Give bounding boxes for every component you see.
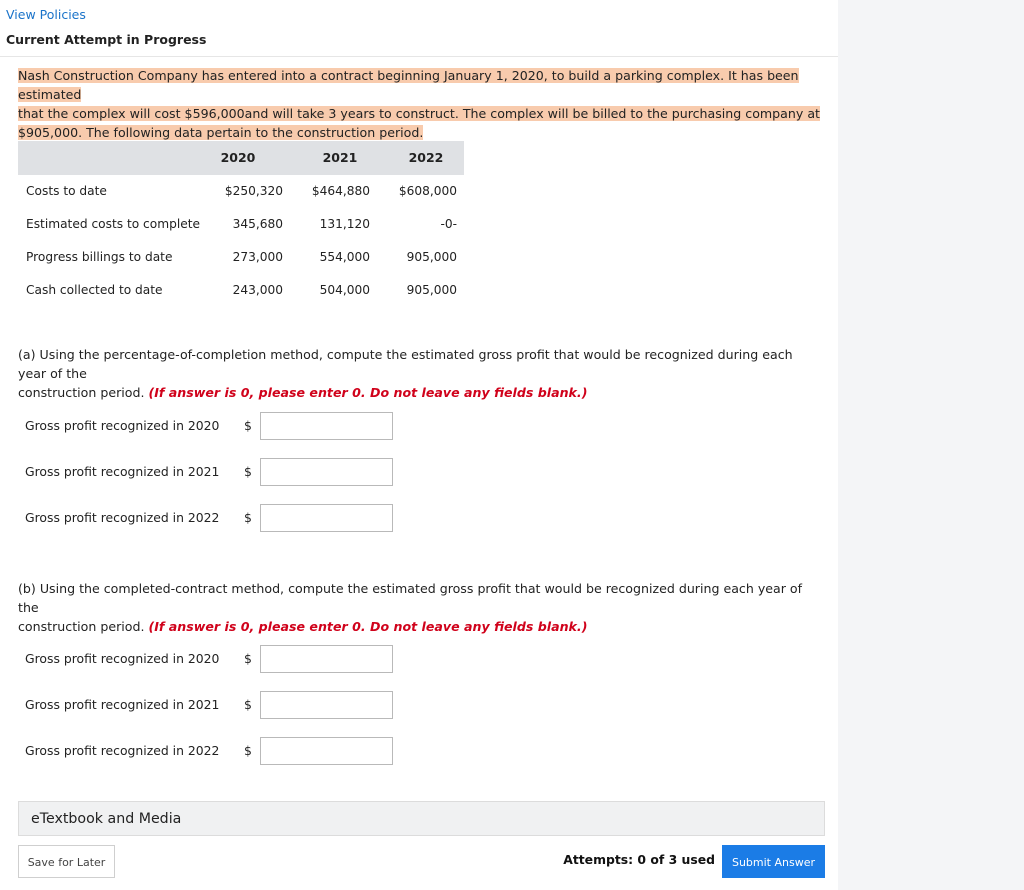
attempts-counter: Attempts: 0 of 3 used: [563, 852, 715, 867]
construction-data-table: [18, 141, 464, 307]
cell-2022: 905,000: [406, 283, 457, 297]
save-for-later-button[interactable]: Save for Later: [18, 845, 115, 878]
year-header-2021: 2021: [322, 150, 358, 165]
etextbook-media-label: eTextbook and Media: [31, 811, 182, 827]
answer-label: Gross profit recognized in 2020: [25, 651, 220, 666]
answer-label: Gross profit recognized in 2020: [25, 418, 220, 433]
attempt-title: Current Attempt in Progress: [6, 32, 207, 47]
problem-statement: [18, 66, 823, 142]
etextbook-media-section[interactable]: [18, 801, 825, 836]
row-label: Cash collected to date: [26, 283, 163, 297]
answer-label: Gross profit recognized in 2021: [25, 464, 220, 479]
cell-2021: 554,000: [319, 250, 370, 264]
cell-2020: 345,680: [232, 217, 283, 231]
part-b-gross-profit-2021-input[interactable]: [260, 691, 393, 719]
part-a-prompt: [18, 345, 823, 402]
cell-2022: $608,000: [398, 184, 457, 198]
currency-symbol: $: [244, 510, 252, 525]
row-label: Estimated costs to complete: [26, 217, 200, 231]
cell-2021: 504,000: [319, 283, 370, 297]
part-a-answer-row-2021: [25, 458, 395, 486]
row-label: Costs to date: [26, 184, 107, 198]
part-a-answer-row-2020: [25, 412, 395, 440]
answer-label: Gross profit recognized in 2021: [25, 697, 220, 712]
cell-2022: 905,000: [406, 250, 457, 264]
problem-line-2: that the complex will cost $596,000and will take 3 years to construct. The complex will be billed to the purchasing company at: [18, 106, 820, 121]
currency-symbol: $: [244, 418, 252, 433]
cell-2021: $464,880: [311, 184, 370, 198]
table-row: [18, 208, 464, 241]
part-b-prompt-line-2: construction period.: [18, 619, 145, 634]
cell-2020: 243,000: [232, 283, 283, 297]
part-a-gross-profit-2020-input[interactable]: [260, 412, 393, 440]
currency-symbol: $: [244, 464, 252, 479]
part-a-gross-profit-2022-input[interactable]: [260, 504, 393, 532]
currency-symbol: $: [244, 651, 252, 666]
problem-line-3: $905,000. The following data pertain to the construction period.: [18, 125, 424, 140]
part-b-answer-row-2021: [25, 691, 395, 719]
part-b-gross-profit-2020-input[interactable]: [260, 645, 393, 673]
part-b-gross-profit-2022-input[interactable]: [260, 737, 393, 765]
part-a-gross-profit-2021-input[interactable]: [260, 458, 393, 486]
answer-label: Gross profit recognized in 2022: [25, 743, 220, 758]
part-a-prompt-line-2: construction period.: [18, 385, 145, 400]
table-row: [18, 274, 464, 307]
part-b-answer-row-2020: [25, 645, 395, 673]
part-a-prompt-line-1: (a) Using the percentage-of-completion method, compute the estimated gross profit that would be recognized during each year of the: [18, 347, 793, 381]
currency-symbol: $: [244, 697, 252, 712]
part-a-warning: (If answer is 0, please enter 0. Do not leave any fields blank.): [148, 385, 588, 400]
table-row: [18, 241, 464, 274]
table-header: [18, 141, 464, 175]
submit-answer-button[interactable]: Submit Answer: [722, 845, 825, 878]
cell-2020: $250,320: [224, 184, 283, 198]
part-b-answer-row-2022: [25, 737, 395, 765]
cell-2021: 131,120: [319, 217, 370, 231]
header: [0, 0, 838, 57]
part-b-warning: (If answer is 0, please enter 0. Do not leave any fields blank.): [148, 619, 588, 634]
view-policies-link[interactable]: View Policies: [6, 7, 86, 22]
problem-line-1: Nash Construction Company has entered into a contract beginning January 1, 2020, to build a parking complex. It has been estimated: [18, 68, 799, 102]
row-label: Progress billings to date: [26, 250, 173, 264]
year-header-2022: 2022: [408, 150, 444, 165]
cell-2020: 273,000: [232, 250, 283, 264]
currency-symbol: $: [244, 743, 252, 758]
cell-2022: -0-: [440, 217, 457, 231]
year-header-2020: 2020: [220, 150, 256, 165]
part-b-prompt: [18, 579, 823, 636]
part-a-answer-row-2022: [25, 504, 395, 532]
part-b-prompt-line-1: (b) Using the completed-contract method, compute the estimated gross profit that would be recognized during each year of the: [18, 581, 803, 615]
table-row: [18, 175, 464, 208]
answer-label: Gross profit recognized in 2022: [25, 510, 220, 525]
